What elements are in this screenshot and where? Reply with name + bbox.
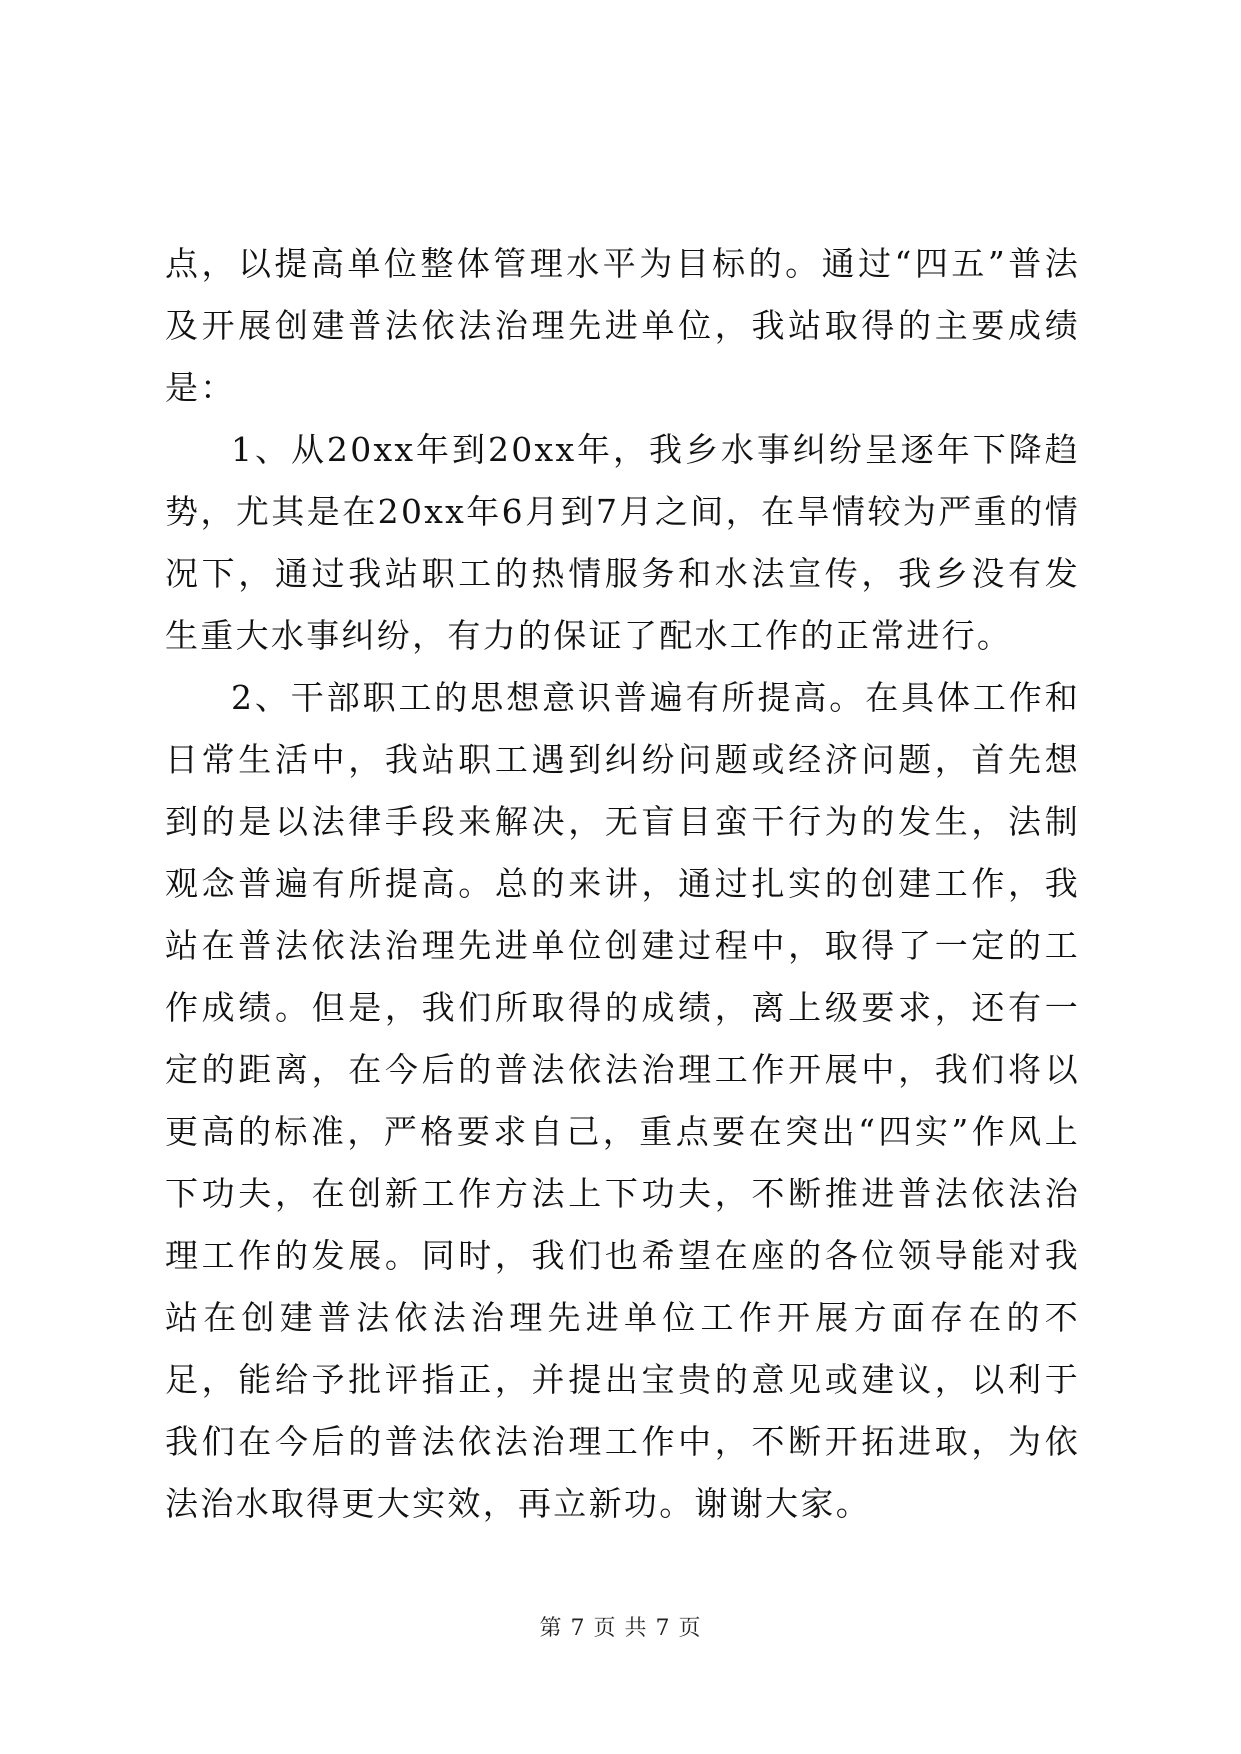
paragraph-achievement-2: 2、干部职工的思想意识普遍有所提高。在具体工作和日常生活中，我站职工遇到纠纷问题或经济问题，首先想到的是以法律手段来解决，无盲目蛮干行为的发生，法制观念普遍有所提高。总的来讲，通过扎实的创建工作，我站在普法依法治理先进单位创建过程中，取得了一定的工作成绩。但是，我们所取得的成绩，离上级要求，还有一定的距离，在今后的普法依法治理工作开展中，我们将以更高的标准，严格要求自己，重点要在突出“四实”作风上下功夫，在创新工作方法上下功夫，不断推进普法依法治理工作的发展。同时，我们也希望在座的各位领导能对我站在创建普法依法治理先进单位工作开展方面存在的不足，能给予批评指正，并提出宝贵的意见或建议，以利于我们在今后的普法依法治理工作中，不断开拓进取，为依法治水取得更大实效，再立新功。谢谢大家。 [165, 678, 1080, 1523]
paragraph-achievement-1: 1、从20xx年到20xx年，我乡水事纠纷呈逐年下降趋势，尤其是在20xx年6月到7月之间，在旱情较为严重的情况下，通过我站职工的热情服务和水法宣传，我乡没有发生重大水事纠纷，有力的保证了配水工作的正常进行。 [165, 430, 1080, 655]
document-body [165, 233, 1080, 1535]
paragraph-continuation: 点，以提高单位整体管理水平为目标的。通过“四五”普法及开展创建普法依法治理先进单位，我站取得的主要成绩是： [165, 244, 1080, 407]
page-number-footer: 第 7 页 共 7 页 [539, 1616, 702, 1641]
